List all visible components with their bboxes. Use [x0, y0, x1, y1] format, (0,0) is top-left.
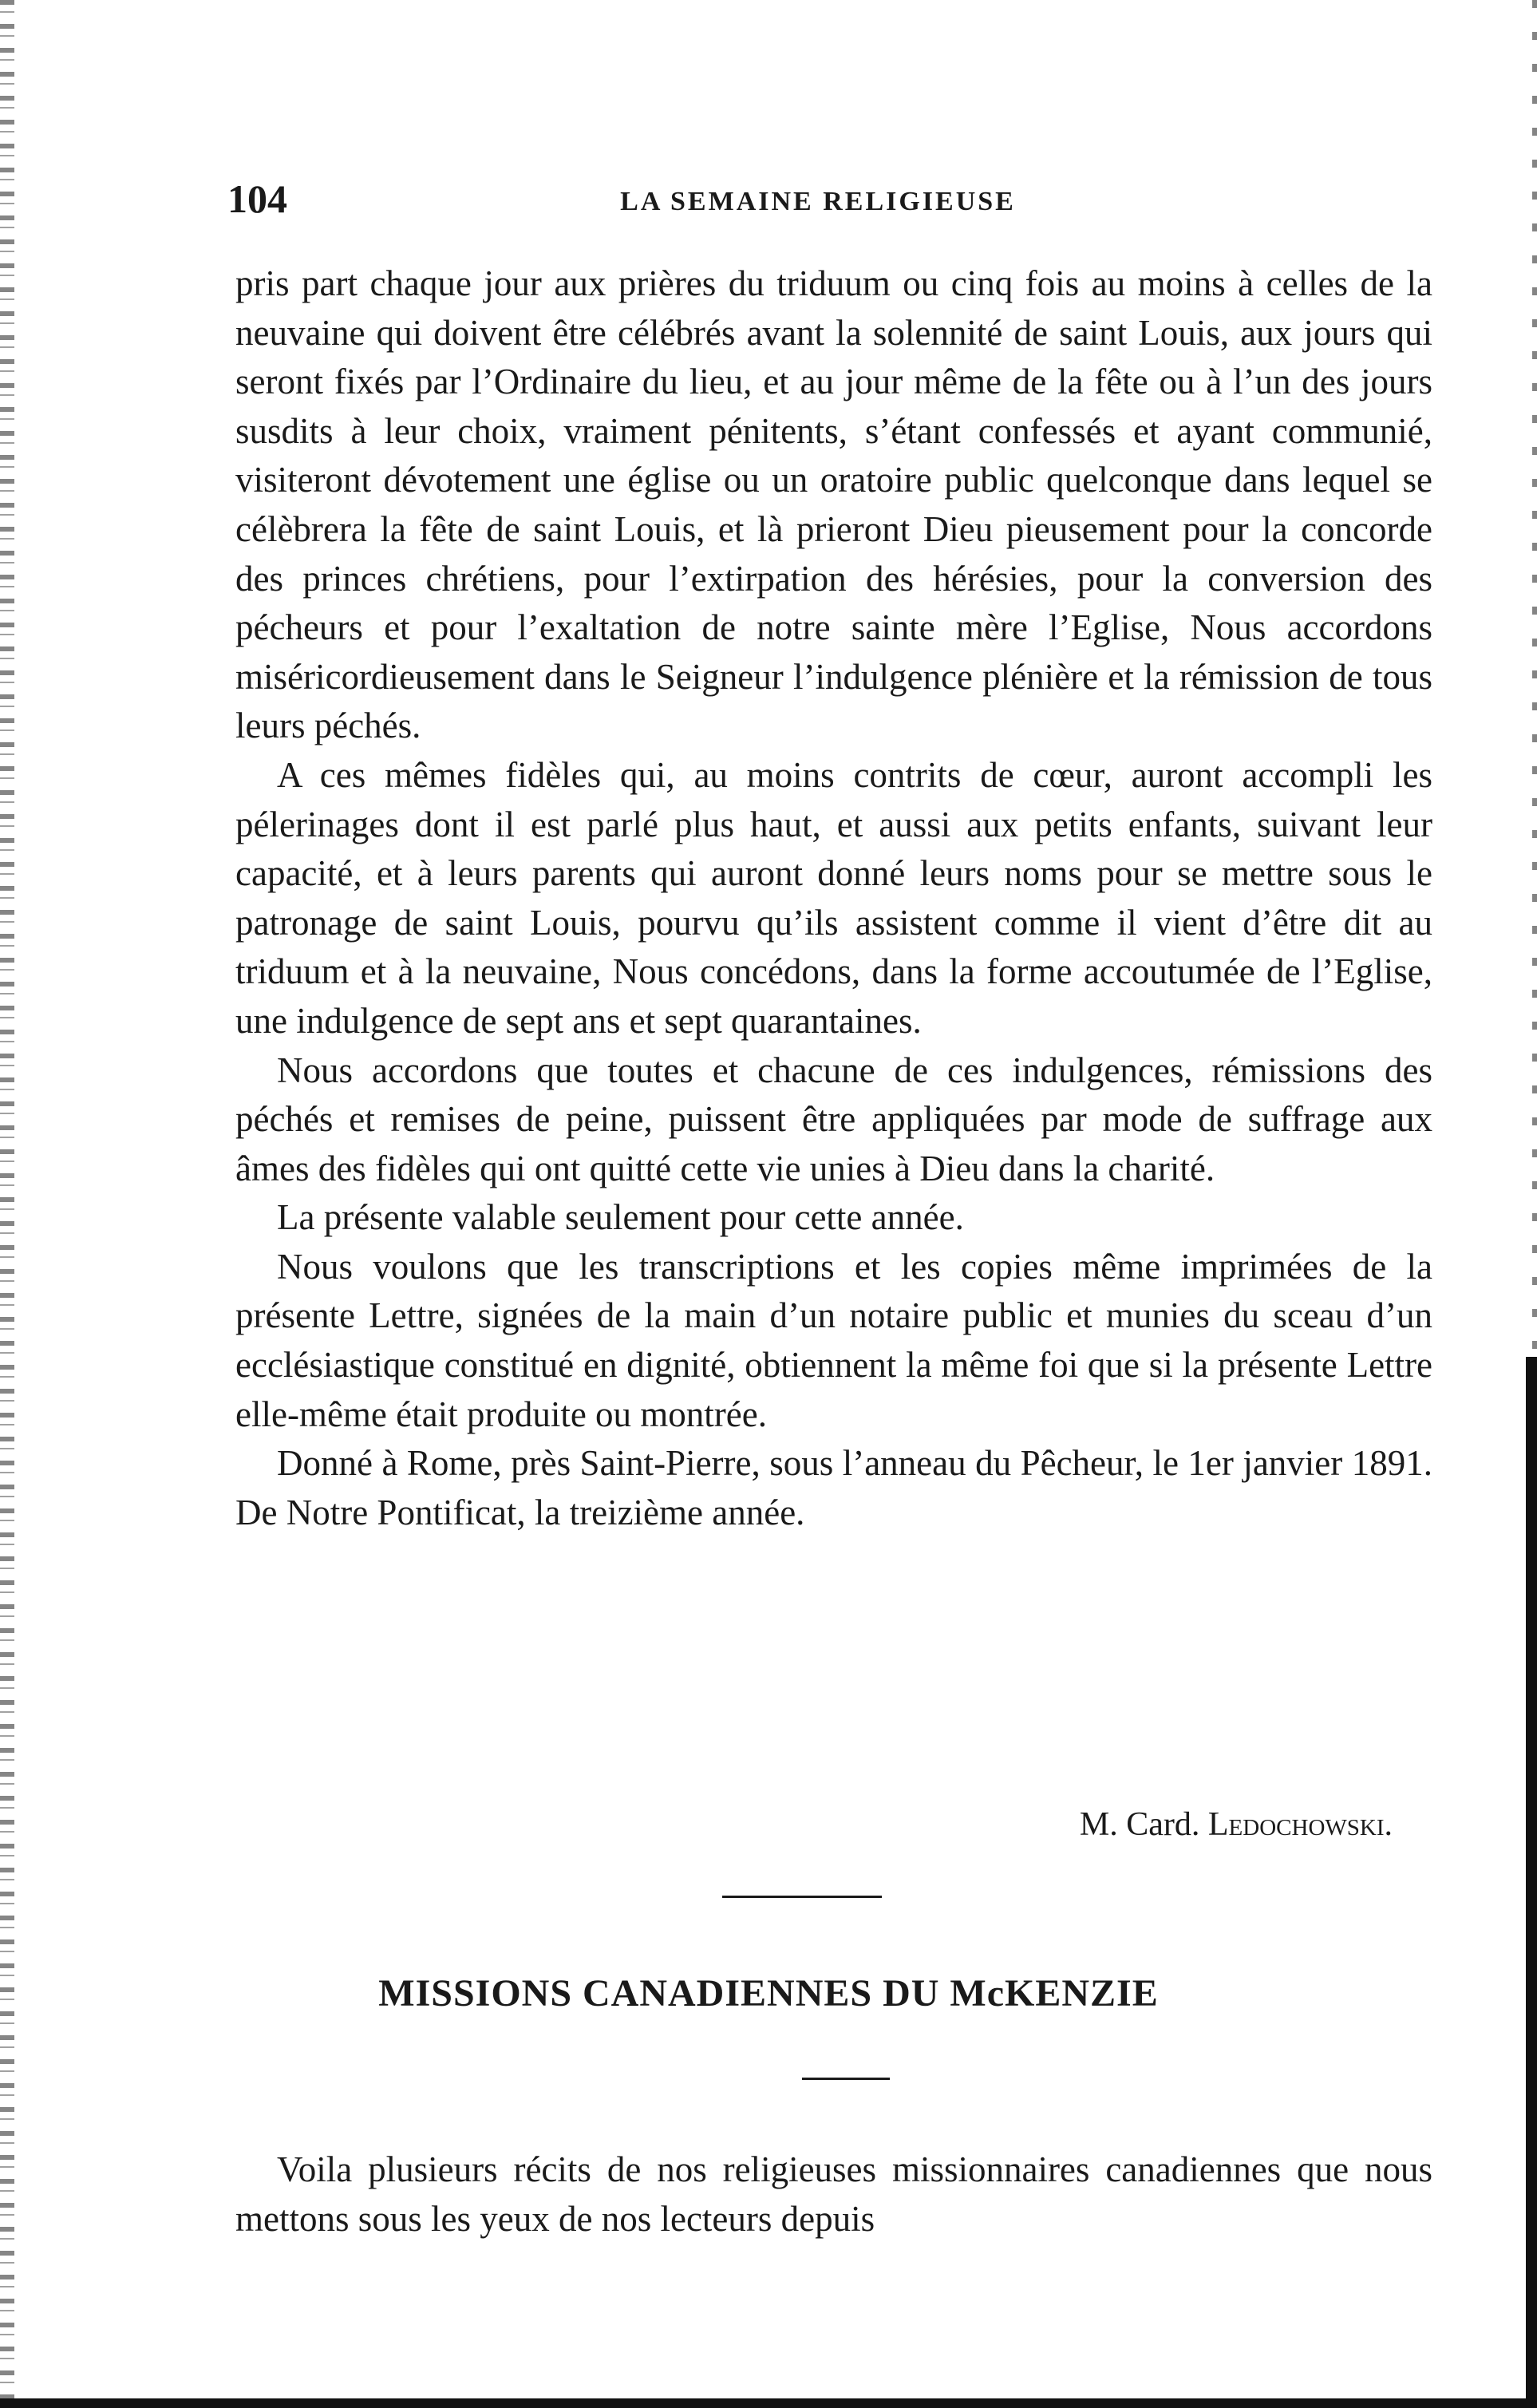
- paragraph-3: Nous accordons que toutes et chacune de ces indulgences, rémissions des péchés et remises de peine, puissent être appliquées par mode de suffrage aux âmes des fidèles qui ont quitté cette vie unies à Dieu dans la charité.: [235, 1050, 1432, 1188]
- page-header: [227, 176, 1409, 223]
- signature-prefix: M. Card.: [1079, 1806, 1200, 1843]
- paragraph-4: La présente valable seulement pour cette année.: [277, 1197, 964, 1238]
- scan-right-edge-upper: [1532, 0, 1537, 1357]
- section-divider-rule: [802, 2078, 890, 2080]
- scan-bottom-edge: [0, 2398, 1537, 2408]
- signature-name: Ledochowski.: [1207, 1806, 1393, 1843]
- paragraph-2: A ces mêmes fidèles qui, au moins contrits de cœur, auront accompli les pélerinages dont il est parlé plus haut, et aussi aux petits enfants, suivant leur capacité, et à leurs parents qui auront donné leurs noms pour se mettre sous le patronage de saint Louis, pourvu qu’ils assistent comme il vient d’être dit au triduum et à la neuvaine, Nous concédons, dans la forme accoutumée de l’Eglise, une indulgence de sept ans et sept quarantaines.: [235, 754, 1432, 1041]
- section-title: MISSIONS CANADIENNES DU McKENZIE: [378, 1972, 1159, 2015]
- scan-left-edge: [0, 0, 14, 2408]
- divider-rule: [722, 1896, 882, 1898]
- body-text: [235, 259, 1432, 1537]
- section-paragraph-1: Voila plusieurs récits de nos religieuses missionnaires canadiennes que nous mettons sous les yeux de nos lecteurs depuis: [235, 2149, 1432, 2239]
- paragraph-5: Nous voulons que les transcriptions et les copies même imprimées de la présente Lettre, signées de la main d’un notaire public et munies du sceau d’un ecclésiastique constitué en dignité, obtiennent la même foi que si la présente Lettre elle-même était produite ou montrée.: [235, 1246, 1432, 1434]
- scan-right-edge-lower: [1526, 1357, 1537, 2408]
- paragraph-1: pris part chaque jour aux prières du triduum ou cinq fois au moins à celles de la neuvaine qui doivent être célébrés avant la solennité de saint Louis, aux jours qui seront fixés par l’Ordinaire du lieu, et au jour même de la fête ou à l’un des jours susdits à leur choix, vraiment pénitents, s’étant confessés et ayant communié, visiteront dévotement une église ou un oratoire public quelconque dans lequel se célèbrera la fête de saint Louis, et là prieront Dieu pieusement pour la concorde des princes chrétiens, pour l’extirpation des hérésies, pour la conversion des pécheurs et pour l’exaltation de notre sainte mère l’Eglise, Nous accordons miséricordieusement dans le Seigneur l’indulgence plénière et la rémission de tous leurs péchés.: [235, 263, 1432, 746]
- signature: [235, 1805, 1393, 1844]
- paragraph-6: Donné à Rome, près Saint-Pierre, sous l’anneau du Pêcheur, le 1er janvier 1891. De Notre Pontificat, la treizième année.: [235, 1443, 1432, 1532]
- page-number: 104: [227, 176, 287, 221]
- section-body: [235, 2145, 1432, 2244]
- running-head: LA SEMAINE RELIGIEUSE: [620, 187, 1016, 216]
